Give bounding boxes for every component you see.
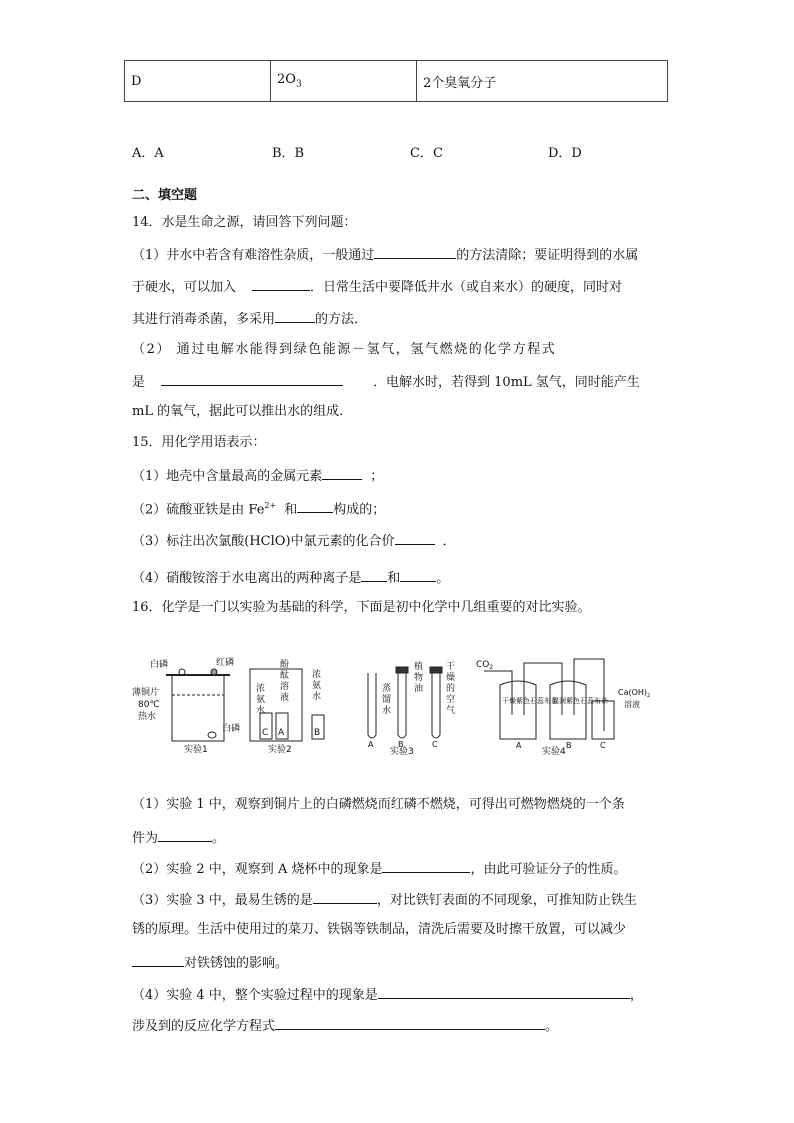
q15-line2 bbox=[132, 496, 385, 520]
q14-text: 的方法清除；要证明得到的水属 bbox=[456, 248, 639, 263]
answer-blank[interactable] bbox=[275, 1015, 545, 1030]
exp4-label: A bbox=[516, 741, 522, 750]
exp4-label: C bbox=[600, 741, 606, 750]
exp1-red-phosphorus bbox=[211, 669, 217, 675]
exp3-label: A bbox=[368, 740, 374, 749]
table-row bbox=[125, 61, 668, 102]
q14-text: 是 bbox=[132, 375, 146, 390]
q15-text: ． bbox=[442, 534, 456, 549]
q14-part1-line3 bbox=[132, 308, 367, 330]
q15-text: （4）硝酸铵溶于水电离出的两种离子是 bbox=[132, 571, 362, 586]
q14-part2-line1: （2） 通过电解水能得到绿色能源－氢气，氢气燃烧的化学方程式 bbox=[132, 342, 557, 357]
exp2-label: 氨 bbox=[312, 681, 322, 691]
exp4-beaker-c bbox=[592, 701, 614, 739]
q16-text: ，对比铁钉表面的不同现象，可推知防止铁生 bbox=[376, 893, 637, 908]
answer-blank[interactable] bbox=[395, 530, 435, 545]
q15-text: （3）标注出次氯酸(HClO)中氯元素的化合价 bbox=[132, 534, 395, 549]
table-cell-meaning: 2个臭氧分子 bbox=[417, 61, 668, 102]
exp3-label: 蒸 bbox=[382, 684, 392, 694]
answer-blank[interactable] bbox=[378, 984, 630, 999]
exp4-label: 湿润紫色石蕊布条 bbox=[552, 697, 608, 705]
exp3-title: 实验3 bbox=[390, 747, 414, 755]
exp4-bottle-a bbox=[500, 681, 536, 739]
q16-part1-line1: （1）实验 1 中，观察到铜片上的白磷燃烧而红磷不燃烧，可得出可燃物燃烧的一个条 bbox=[132, 797, 625, 812]
answer-blank[interactable] bbox=[374, 244, 456, 259]
exp1-label: 白磷 bbox=[222, 724, 241, 734]
exp3-label: 的 bbox=[446, 684, 456, 694]
answer-blank[interactable] bbox=[322, 465, 362, 480]
q16-text: （3）实验 3 中，最易生锈的是 bbox=[132, 893, 313, 908]
exp3-tube-c bbox=[432, 673, 440, 738]
q15-line4 bbox=[132, 567, 449, 589]
q15-text: 和 bbox=[284, 502, 298, 518]
table-cell-formula bbox=[271, 61, 417, 102]
answer-blank[interactable] bbox=[313, 889, 377, 904]
exp3-tube-a bbox=[368, 673, 376, 738]
exp2-label: 液 bbox=[280, 693, 290, 703]
exp4-outlet-tube bbox=[574, 659, 604, 731]
exp3-label: 馏 bbox=[382, 695, 392, 705]
q16-text: 涉及到的反应化学方程式 bbox=[132, 1019, 276, 1034]
q14-part1-line1 bbox=[132, 244, 638, 266]
answer-blank[interactable] bbox=[275, 308, 315, 323]
answer-blank[interactable] bbox=[252, 276, 310, 291]
exp4-label: 干燥紫色石蕊布条 bbox=[502, 697, 558, 705]
q16-part3-line2: 锈的原理。生活中使用过的菜刀、铁锅等铁制品，清洗后需要及时擦干放置，可以减少 bbox=[132, 922, 627, 937]
exp4-label bbox=[618, 688, 650, 699]
q16-text: ，由此可验证分子的性质。 bbox=[470, 862, 627, 877]
exp4-connector-tube bbox=[524, 663, 562, 715]
exp2-label: 水 bbox=[256, 706, 266, 716]
q15-stem: 15．用化学用语表示： bbox=[132, 435, 266, 450]
exp2-label: A bbox=[278, 728, 285, 738]
q14-part1-line2 bbox=[132, 276, 622, 298]
q16-text: （2）实验 2 中，观察到 A 烧杯中的现象是 bbox=[132, 862, 383, 877]
q16-text: 对铁锈蚀的影响。 bbox=[184, 956, 289, 971]
exp4-label: B bbox=[566, 741, 572, 750]
exp3-label: 油 bbox=[414, 684, 424, 694]
exp3-stopper-b bbox=[396, 667, 408, 673]
section-title: 二、填空题 bbox=[132, 188, 198, 203]
exp4-ca-sub: 2 bbox=[647, 693, 651, 699]
exp1-white-phosphorus-underwater bbox=[208, 732, 216, 738]
exp3-label: 植 bbox=[414, 662, 424, 672]
exp4-bottle-b bbox=[550, 681, 586, 739]
exp3-label: B bbox=[398, 740, 404, 749]
answer-blank[interactable] bbox=[361, 567, 387, 582]
answer-blank[interactable] bbox=[158, 827, 212, 842]
exp2-label: 浓 bbox=[312, 670, 322, 680]
exp3-label: 空 bbox=[446, 695, 456, 705]
exp2-label: 浓 bbox=[256, 684, 266, 694]
q15-text: 和 bbox=[387, 571, 401, 586]
answer-blank[interactable] bbox=[382, 858, 470, 873]
q15-text: （2）硫酸亚铁是由 Fe bbox=[132, 502, 265, 518]
formula-sub: 3 bbox=[295, 79, 302, 90]
exp3-label: 水 bbox=[382, 706, 392, 716]
exp3-tube-b bbox=[398, 673, 406, 738]
exp3-label: 物 bbox=[414, 673, 424, 683]
exp4-co2: CO bbox=[476, 660, 490, 670]
options-table bbox=[124, 60, 668, 102]
q14-text: ．电解水时，若得到 10mL 氢气，同时能产生 bbox=[373, 375, 640, 390]
exp2-label: 酞 bbox=[280, 671, 290, 681]
exp4-co2-sub: 2 bbox=[489, 664, 494, 671]
q15-line1 bbox=[132, 465, 383, 487]
exp1-label: 红磷 bbox=[216, 658, 235, 668]
choice-d[interactable]: D．D bbox=[548, 146, 582, 161]
exp4-label bbox=[476, 660, 493, 671]
exp3-label: 气 bbox=[446, 706, 456, 716]
exp3-label: 干 bbox=[446, 662, 456, 672]
exp4-inlet-tube bbox=[484, 671, 512, 715]
exp1-title: 实验1 bbox=[184, 745, 208, 755]
exp2-label: 溶 bbox=[280, 682, 290, 692]
q16-part1-line2 bbox=[132, 827, 225, 849]
q15-text: ； bbox=[370, 469, 384, 484]
exp3-label: 燥 bbox=[446, 673, 456, 683]
q15-text: 。 bbox=[436, 571, 450, 586]
exp2-label: 酚 bbox=[280, 660, 290, 670]
q14-text: （1）井水中若含有难溶性杂质，一般通过 bbox=[132, 248, 375, 263]
exp2-title: 实验2 bbox=[268, 745, 292, 755]
q16-text: 。 bbox=[545, 1019, 559, 1034]
q14-part2-line3: mL 的氧气，据此可以推出水的组成． bbox=[132, 404, 353, 419]
exp1-label: 热水 bbox=[138, 712, 157, 722]
q14-text: ．日常生活中要降低井水（或自来水）的硬度，同时对 bbox=[310, 280, 623, 295]
exp1-label: 薄铜片 bbox=[132, 688, 160, 698]
exp2-label: 水 bbox=[312, 692, 322, 702]
exp2-label: C bbox=[262, 728, 269, 738]
q16-part3-line1 bbox=[132, 889, 637, 911]
q14-part2-line2 bbox=[132, 371, 640, 393]
q16-text: 。 bbox=[212, 831, 226, 846]
q15-text: （1）地壳中含量最高的金属元素 bbox=[132, 469, 323, 484]
q15-text: 构成的； bbox=[333, 502, 386, 518]
answer-blank[interactable] bbox=[132, 952, 184, 967]
q16-stem: 16．化学是一门以实验为基础的科学，下面是初中化学中几组重要的对比实验。 bbox=[132, 600, 591, 615]
q14-text: 其进行消毒杀菌，多采用 bbox=[132, 312, 276, 327]
q14-text: 于硬水，可以加入 bbox=[132, 280, 237, 295]
choice-c[interactable]: C．C bbox=[410, 146, 443, 161]
exp1-label: 80℃ bbox=[138, 700, 160, 710]
exp1-label: 白磷 bbox=[150, 660, 169, 670]
q14-stem: 14．水是生命之源，请回答下列问题： bbox=[132, 215, 357, 230]
choice-b[interactable]: B．B bbox=[272, 146, 305, 161]
q16-part4-line2 bbox=[132, 1015, 558, 1037]
q16-text: ， bbox=[629, 988, 643, 1003]
answer-blank[interactable] bbox=[297, 498, 333, 513]
q16-part4-line1 bbox=[132, 984, 643, 1006]
experiment-figure bbox=[132, 655, 652, 755]
exp3-label: C bbox=[432, 740, 438, 749]
answer-blank[interactable] bbox=[400, 567, 436, 582]
exp4-label: 溶液 bbox=[624, 700, 640, 709]
formula-base: 2O bbox=[277, 72, 296, 88]
exp3-stopper-c bbox=[430, 667, 442, 673]
q15-sup: 2+ bbox=[264, 501, 277, 510]
q16-part2 bbox=[132, 858, 626, 880]
choice-a[interactable]: A．A bbox=[132, 146, 164, 161]
table-cell-option: D bbox=[125, 61, 271, 102]
exp2-label: B bbox=[314, 728, 321, 738]
q15-line3 bbox=[132, 530, 456, 552]
exp2-label: 氨 bbox=[256, 695, 266, 705]
q16-part3-line3 bbox=[132, 952, 288, 974]
answer-blank[interactable] bbox=[161, 371, 343, 386]
q16-text: （4）实验 4 中，整个实验过程中的现象是 bbox=[132, 988, 378, 1003]
q16-text: 件为 bbox=[132, 831, 159, 846]
exp4-title: 实验4 bbox=[542, 747, 566, 755]
exp4-ca: Ca(OH) bbox=[618, 688, 648, 697]
exp1-beaker bbox=[172, 675, 224, 741]
q14-text: 的方法． bbox=[315, 312, 368, 327]
